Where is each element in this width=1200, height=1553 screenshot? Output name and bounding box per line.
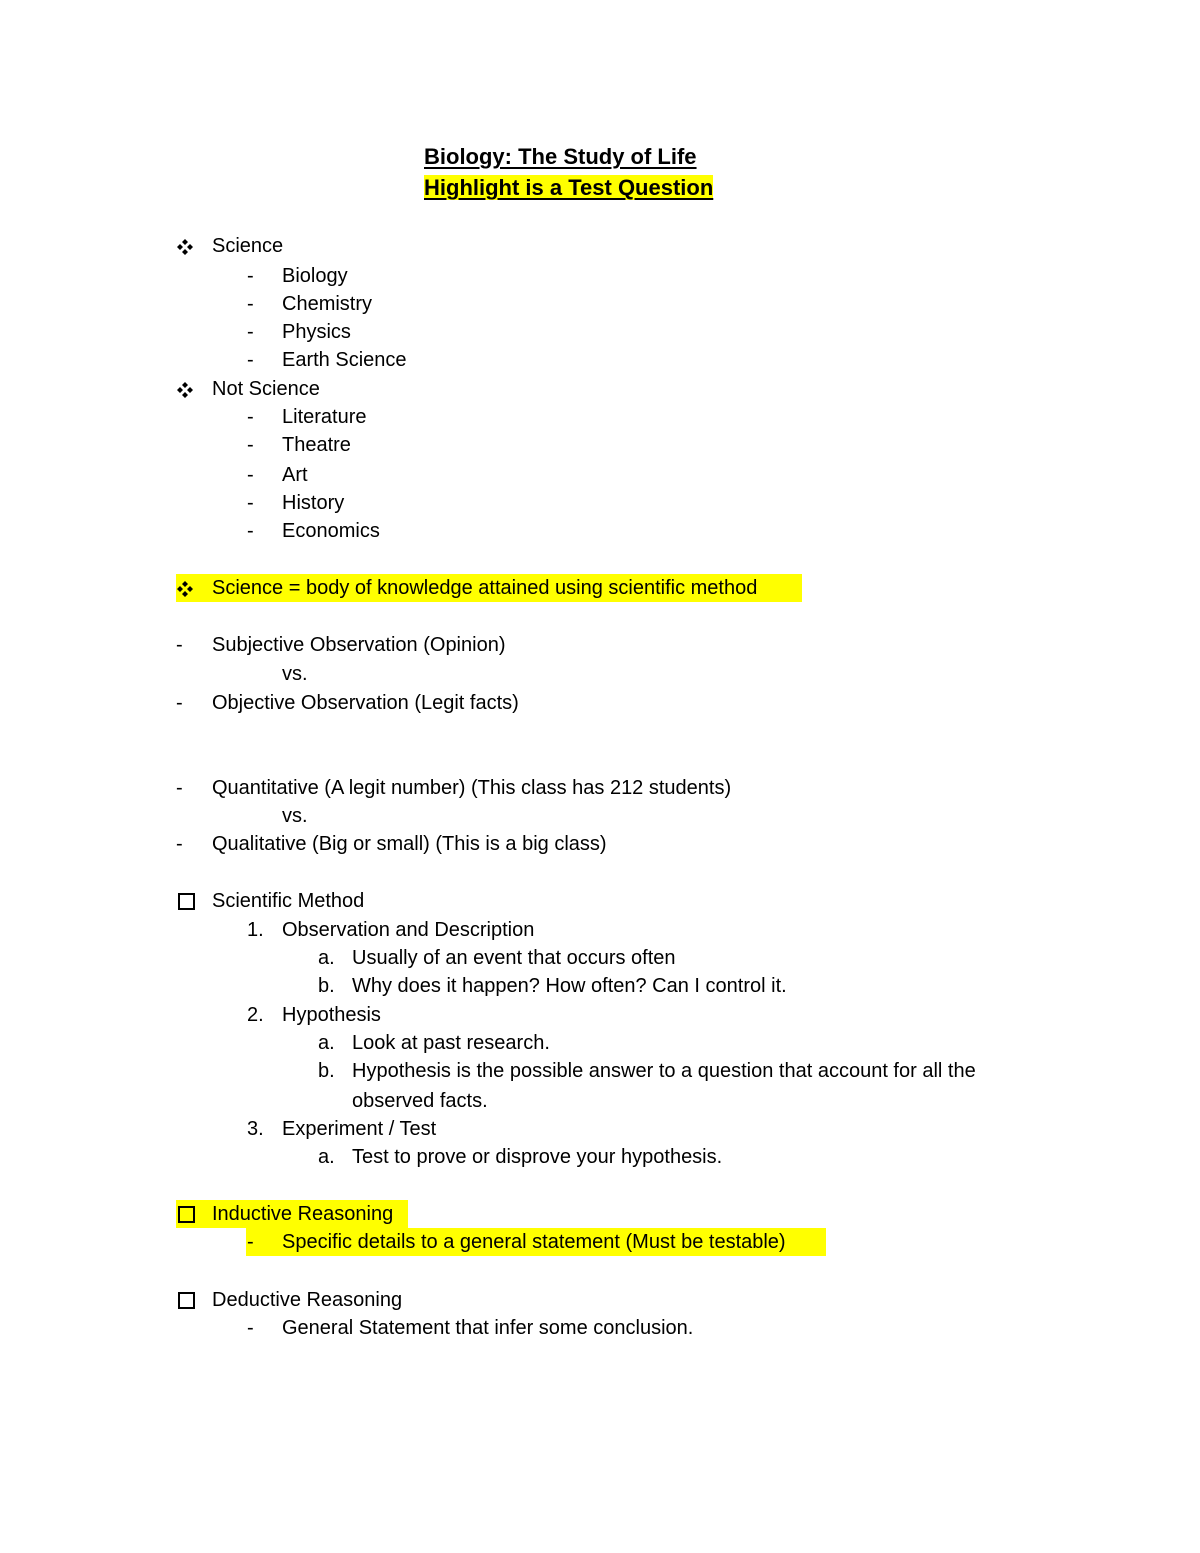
substep-text: Hypothesis is the possible answer to a question that account for all the bbox=[352, 1060, 976, 1082]
diamond-bullet-icon bbox=[177, 232, 197, 260]
page-subtitle bbox=[424, 173, 713, 203]
not-science-item: Literature bbox=[282, 406, 367, 428]
science-definition: Science = body of knowledge attained using scientific method bbox=[212, 577, 758, 599]
subjective-observation: Subjective Observation (Opinion) bbox=[212, 634, 506, 656]
dash-marker: - bbox=[247, 1231, 254, 1253]
checkbox-bullet-icon bbox=[177, 887, 197, 915]
science-item: Earth Science bbox=[282, 349, 407, 371]
substep-letter: a. bbox=[318, 947, 335, 969]
inductive-reasoning-detail: Specific details to a general statement (Must be testable) bbox=[282, 1231, 786, 1253]
inductive-reasoning-heading: Inductive Reasoning bbox=[212, 1203, 394, 1225]
diamond-bullet-icon bbox=[177, 574, 197, 602]
subtitle-highlight: Highlight is a Test Question bbox=[424, 175, 714, 200]
dash-marker: - bbox=[247, 434, 254, 456]
dash-marker: - bbox=[247, 349, 254, 371]
substep-letter: b. bbox=[318, 975, 335, 997]
step-number: 2. bbox=[247, 1004, 264, 1026]
substep-text: Look at past research. bbox=[352, 1032, 550, 1054]
objective-observation: Objective Observation (Legit facts) bbox=[212, 692, 519, 714]
dash-marker: - bbox=[247, 464, 254, 486]
science-item: Biology bbox=[282, 265, 348, 287]
substep-letter: b. bbox=[318, 1060, 335, 1082]
not-science-item: History bbox=[282, 492, 345, 514]
dash-marker: - bbox=[176, 692, 183, 714]
versus-label: vs. bbox=[282, 805, 308, 827]
dash-marker: - bbox=[176, 634, 183, 656]
not-science-item: Theatre bbox=[282, 434, 351, 456]
dash-marker: - bbox=[176, 833, 183, 855]
scientific-method-heading: Scientific Method bbox=[212, 890, 365, 912]
dash-marker: - bbox=[176, 777, 183, 799]
quantitative-data: Quantitative (A legit number) (This class has 212 students) bbox=[212, 777, 732, 799]
checkbox-bullet-icon bbox=[177, 1286, 197, 1314]
step-label: Hypothesis bbox=[282, 1004, 381, 1026]
not-science-heading: Not Science bbox=[212, 378, 320, 400]
substep-letter: a. bbox=[318, 1032, 335, 1054]
science-item: Chemistry bbox=[282, 293, 373, 315]
substep-text-continuation: observed facts. bbox=[352, 1090, 488, 1112]
substep-text: Why does it happen? How often? Can I control it. bbox=[352, 975, 787, 997]
dash-marker: - bbox=[247, 321, 254, 343]
versus-label: vs. bbox=[282, 663, 308, 685]
diamond-bullet-icon bbox=[177, 375, 197, 403]
checkbox-bullet-icon bbox=[177, 1200, 197, 1228]
substep-text: Test to prove or disprove your hypothesis. bbox=[352, 1146, 723, 1168]
step-number: 1. bbox=[247, 919, 264, 941]
substep-letter: a. bbox=[318, 1146, 335, 1168]
science-heading: Science bbox=[212, 235, 284, 257]
not-science-item: Art bbox=[282, 464, 308, 486]
dash-marker: - bbox=[247, 265, 254, 287]
step-number: 3. bbox=[247, 1118, 264, 1140]
step-label: Observation and Description bbox=[282, 919, 535, 941]
science-item: Physics bbox=[282, 321, 351, 343]
dash-marker: - bbox=[247, 293, 254, 315]
substep-text: Usually of an event that occurs often bbox=[352, 947, 676, 969]
dash-marker: - bbox=[247, 1317, 254, 1339]
dash-marker: - bbox=[247, 406, 254, 428]
not-science-item: Economics bbox=[282, 520, 380, 542]
dash-marker: - bbox=[247, 520, 254, 542]
deductive-reasoning-heading: Deductive Reasoning bbox=[212, 1289, 403, 1311]
qualitative-data: Qualitative (Big or small) (This is a big class) bbox=[212, 833, 607, 855]
step-label: Experiment / Test bbox=[282, 1118, 437, 1140]
dash-marker: - bbox=[247, 492, 254, 514]
page-title: Biology: The Study of Life bbox=[424, 144, 697, 169]
deductive-reasoning-detail: General Statement that infer some conclusion. bbox=[282, 1317, 694, 1339]
